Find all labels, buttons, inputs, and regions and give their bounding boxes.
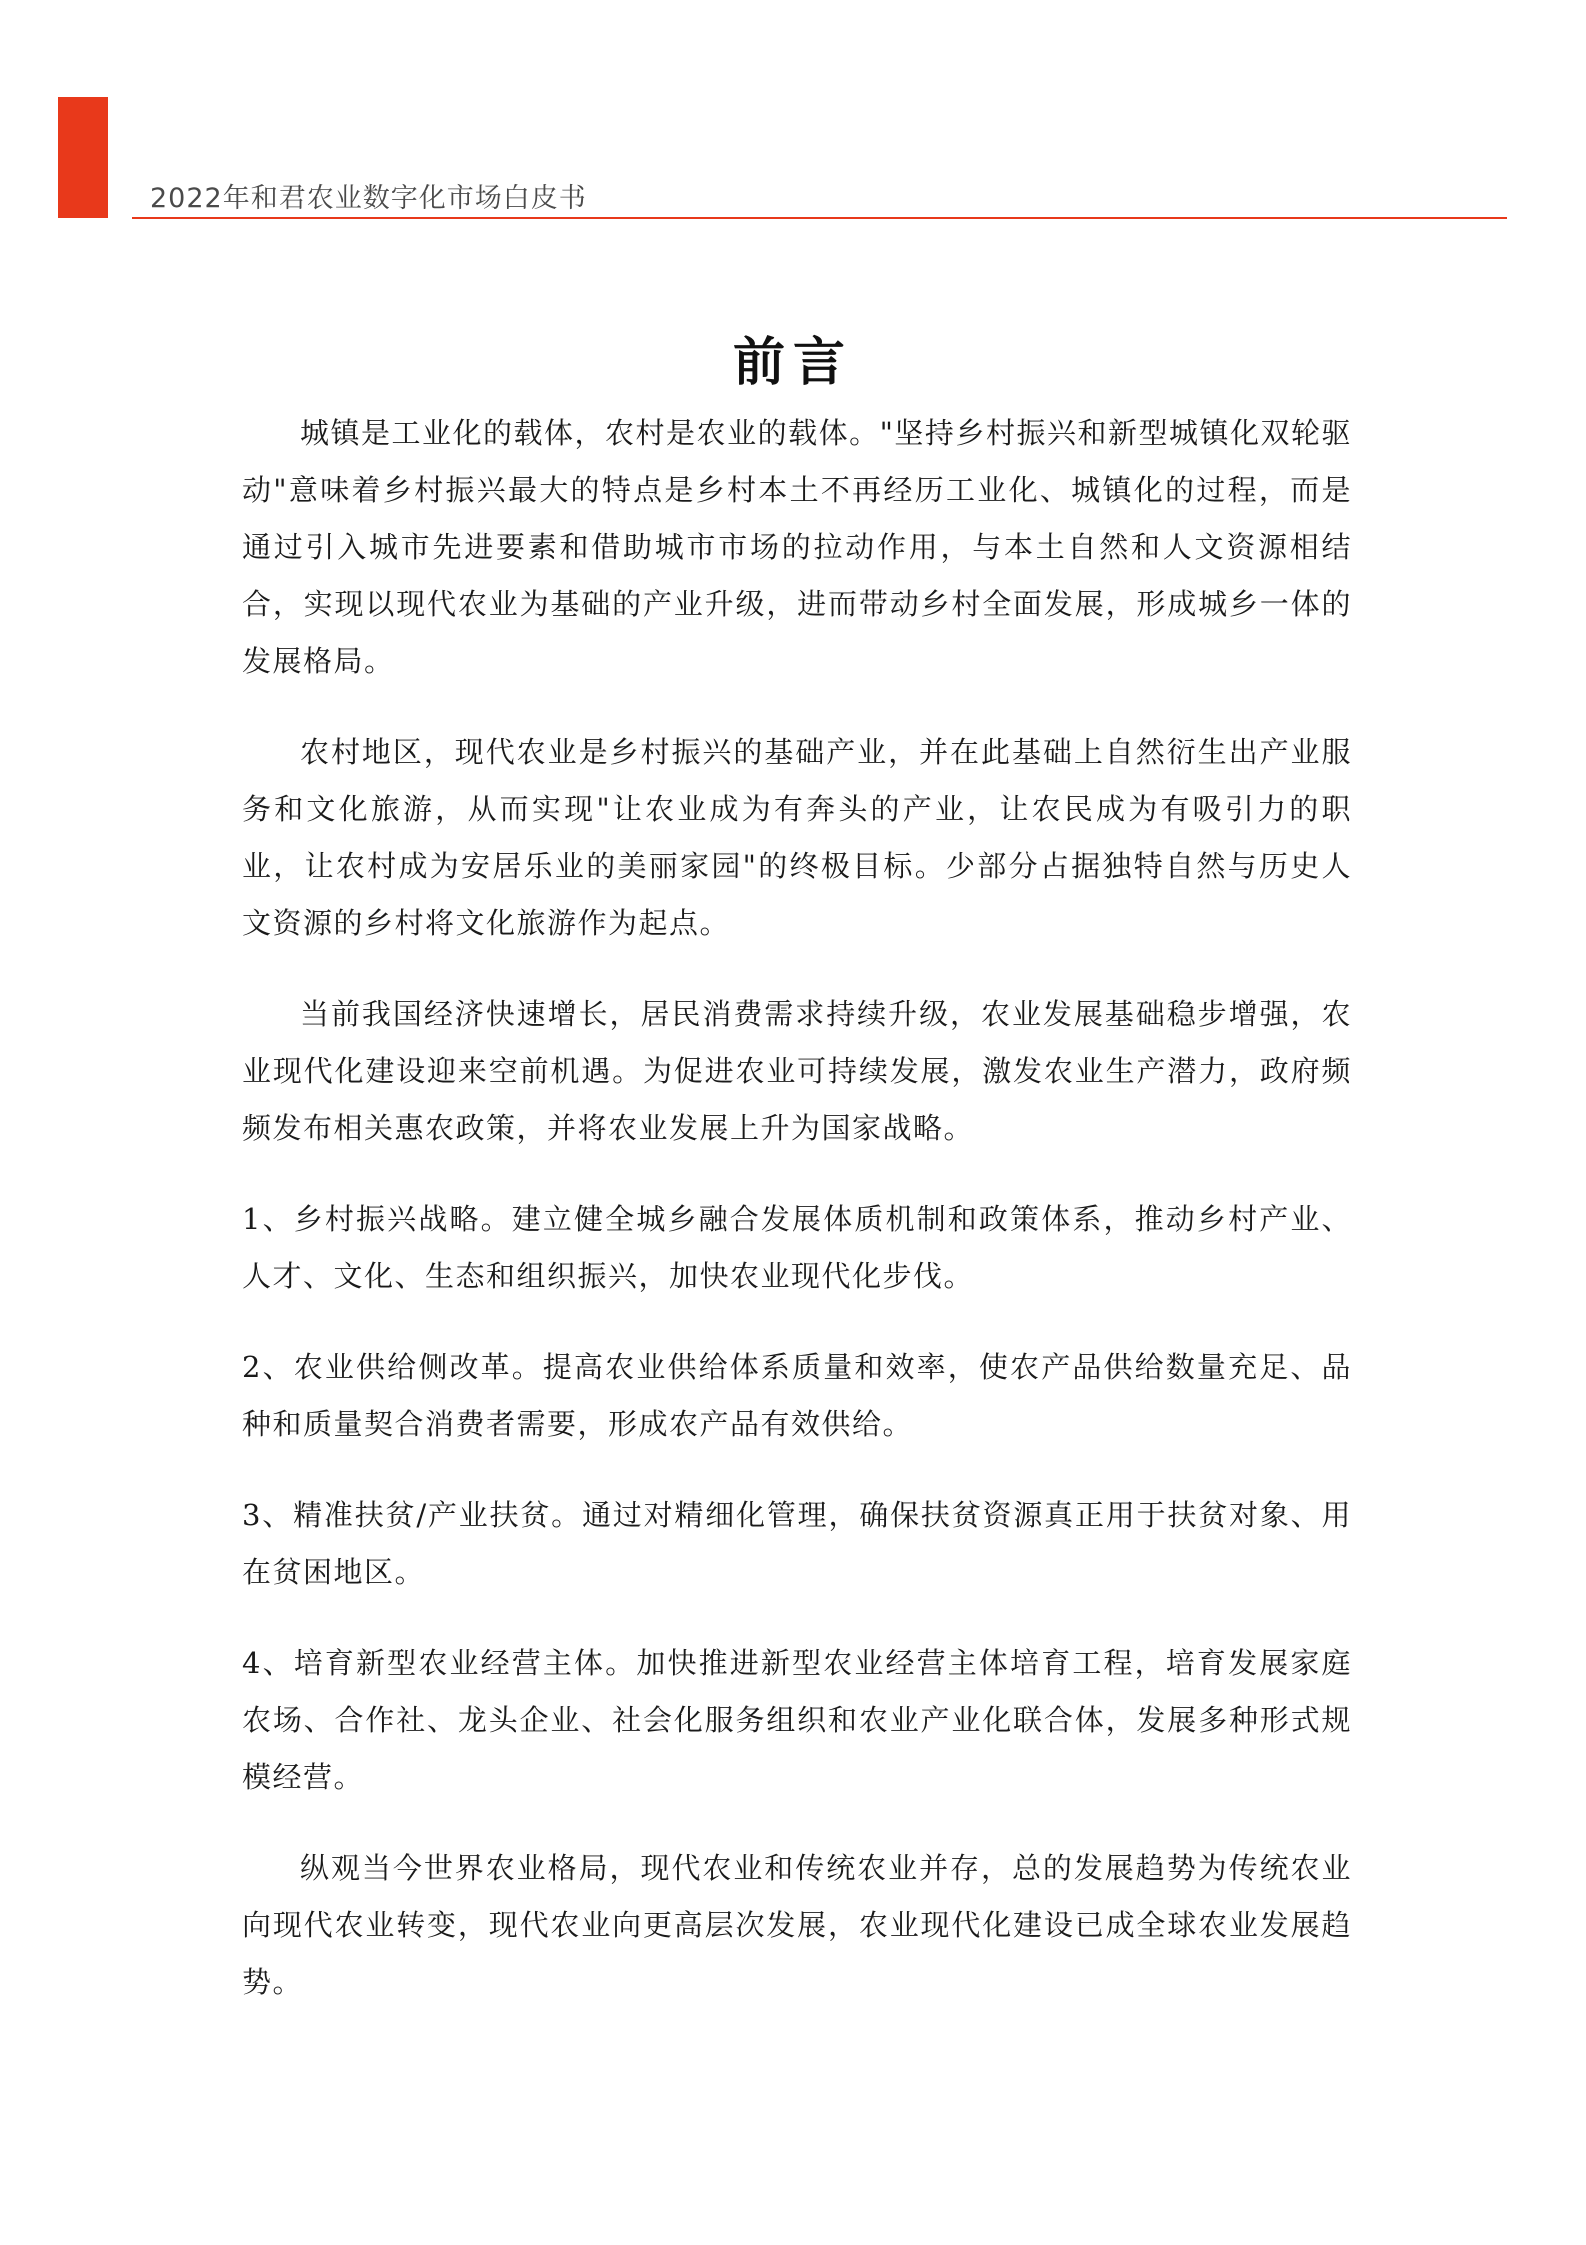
paragraph-conclusion: 纵观当今世界农业格局，现代农业和传统农业并存，总的发展趋势为传统农业向现代农业转变，现代农业向更高层次发展，农业现代化建设已成全球农业发展趋势。: [242, 1851, 1352, 1999]
list-item-rural-revitalization: 1、乡村振兴战略。建立健全城乡融合发展体质机制和政策体系，推动乡村产业、人才、文化、生态和组织振兴，加快农业现代化步伐。: [242, 1202, 1352, 1293]
list-item-supply-side-reform: 2、农业供给侧改革。提高农业供给体系质量和效率，使农产品供给数量充足、品种和质量契合消费者需要，形成农产品有效供给。: [242, 1350, 1352, 1441]
page-heading: 前言: [732, 332, 853, 393]
list-item-poverty-alleviation: 3、精准扶贫/产业扶贫。通过对精细化管理，确保扶贫资源真正用于扶贫对象、用在贫困地区。: [242, 1498, 1352, 1589]
header-divider: [132, 217, 1507, 219]
paragraph-intro: 城镇是工业化的载体，农村是农业的载体。"坚持乡村振兴和新型城镇化双轮驱动"意味着乡村振兴最大的特点是乡村本土不再经历工业化、城镇化的过程，而是通过引入城市先进要素和借助城市市场的拉动作用，与本土自然和人文资源相结合，实现以现代农业为基础的产业升级，进而带动乡村全面发展，形成城乡一体的发展格局。: [242, 416, 1352, 678]
paragraph-rural: 农村地区，现代农业是乡村振兴的基础产业，并在此基础上自然衍生出产业服务和文化旅游，从而实现"让农业成为有奔头的产业，让农民成为有吸引力的职业，让农村成为安居乐业的美丽家园"的终极目标。少部分占据独特自然与历史人文资源的乡村将文化旅游作为起点。: [242, 735, 1352, 940]
document-title: 2022年和君农业数字化市场白皮书: [150, 183, 587, 214]
header-accent-bar: [58, 97, 108, 218]
paragraph-economy: 当前我国经济快速增长，居民消费需求持续升级，农业发展基础稳步增强，农业现代化建设迎来空前机遇。为促进农业可持续发展，激发农业生产潜力，政府频频发布相关惠农政策，并将农业发展上升为国家战略。: [242, 997, 1352, 1145]
list-item-new-operators: 4、培育新型农业经营主体。加快推进新型农业经营主体培育工程，培育发展家庭农场、合作社、龙头企业、社会化服务组织和农业产业化联合体，发展多种形式规模经营。: [242, 1646, 1352, 1794]
body-content: [242, 405, 1352, 2045]
